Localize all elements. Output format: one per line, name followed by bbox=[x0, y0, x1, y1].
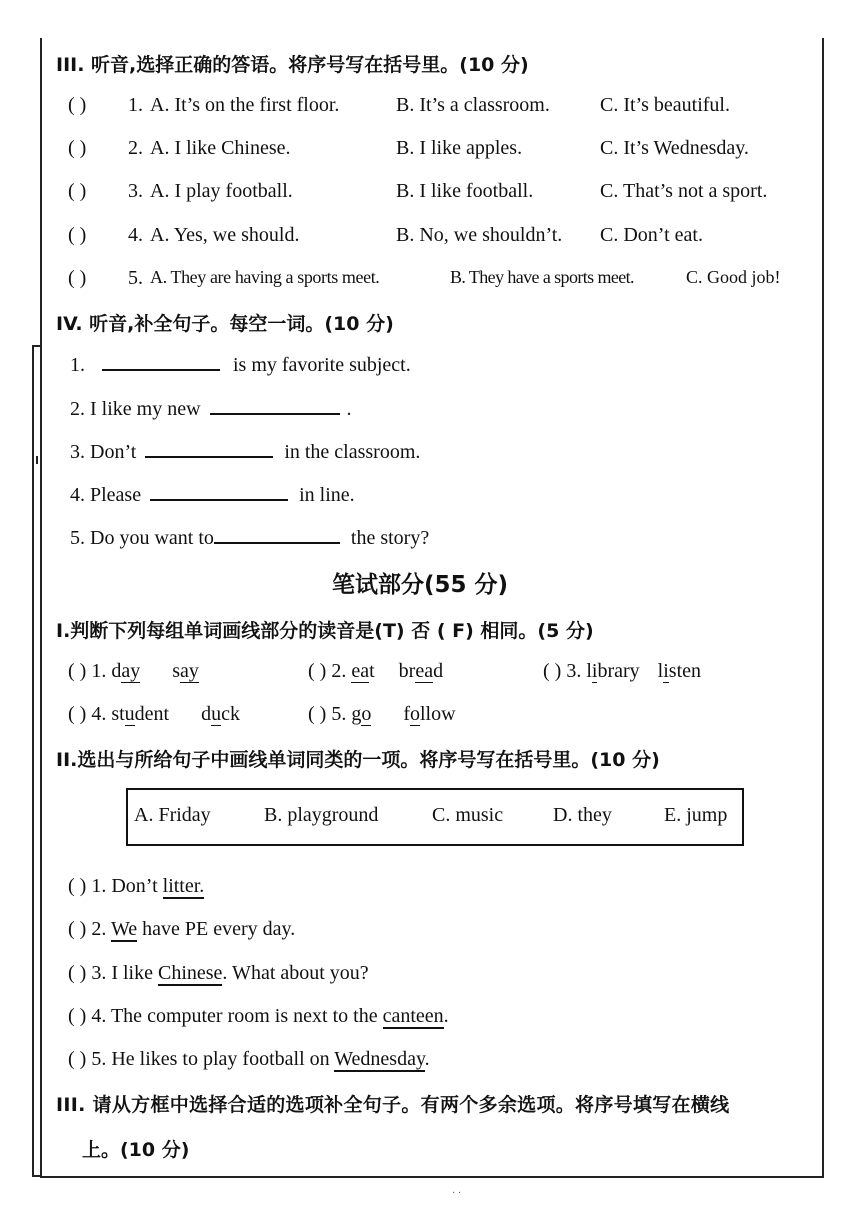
fill-sentence-5 bbox=[70, 527, 429, 550]
option-c: C. It’s beautiful. bbox=[600, 94, 730, 116]
answer-paren[interactable]: ( ) bbox=[68, 94, 87, 116]
fill-sentence-3 bbox=[70, 441, 420, 464]
w3-heading-line2: 上。(10 分) bbox=[82, 1139, 190, 1161]
w1-item-5 bbox=[308, 703, 456, 726]
option-c: C. Don’t eat. bbox=[600, 224, 703, 246]
word-1: library bbox=[586, 660, 640, 682]
word-2: say bbox=[172, 660, 199, 682]
option-b: B. I like apples. bbox=[396, 137, 523, 159]
answer-paren[interactable]: ( ) bbox=[68, 962, 87, 984]
word-bank-box bbox=[126, 788, 744, 846]
option-a: A. Yes, we should. bbox=[150, 224, 300, 246]
word-bank-option: A. Friday bbox=[134, 804, 211, 826]
answer-paren[interactable]: ( ) bbox=[68, 224, 87, 246]
answer-blank[interactable] bbox=[145, 455, 273, 458]
item-number: 4. bbox=[91, 703, 107, 725]
option-c: C. Good job! bbox=[686, 267, 781, 287]
word-2: duck bbox=[201, 703, 240, 725]
answer-blank[interactable] bbox=[102, 368, 220, 371]
option-c: C. That’s not a sport. bbox=[600, 180, 768, 202]
answer-paren[interactable]: ( ) bbox=[308, 660, 327, 682]
page-frame-right bbox=[822, 38, 824, 1176]
sentence-suffix: in the classroom. bbox=[284, 441, 421, 463]
w1-item-1 bbox=[68, 660, 199, 683]
word-2: listen bbox=[657, 660, 701, 682]
section3-heading: III. 听音,选择正确的答语。将序号写在括号里。(10 分) bbox=[56, 54, 529, 76]
w1-item-2 bbox=[308, 660, 443, 683]
w1-heading: I.判断下列每组单词画线部分的读音是(T) 否 ( F) 相同。(5 分) bbox=[56, 620, 594, 642]
answer-paren[interactable]: ( ) bbox=[68, 660, 87, 682]
w2-item-5: ( ) 5. He likes to play football on Wednesday. bbox=[68, 1048, 430, 1070]
sentence-suffix: the story? bbox=[350, 527, 430, 549]
item-number: 2. bbox=[128, 137, 143, 159]
scan-speck: · · bbox=[452, 1188, 462, 1199]
item-number: 3. bbox=[91, 962, 107, 984]
answer-paren[interactable]: ( ) bbox=[68, 1048, 87, 1070]
option-b: B. I like football. bbox=[396, 180, 534, 202]
word-2: bread bbox=[398, 660, 444, 682]
underlined-word: Chinese bbox=[157, 962, 223, 984]
w1-item-3 bbox=[543, 660, 701, 683]
answer-paren[interactable]: ( ) bbox=[68, 1005, 87, 1027]
sentence-prefix: 5. Do you want to bbox=[70, 527, 214, 549]
fill-sentence-4 bbox=[70, 484, 355, 507]
word-2: follow bbox=[403, 703, 456, 725]
answer-paren[interactable]: ( ) bbox=[68, 875, 87, 897]
item-number: 2. bbox=[331, 660, 347, 682]
option-b: B. They have a sports meet. bbox=[450, 267, 634, 287]
option-a: A. I like Chinese. bbox=[150, 137, 291, 159]
item-number: 3. bbox=[128, 180, 143, 202]
section4-heading: IV. 听音,补全句子。每空一词。(10 分) bbox=[56, 313, 394, 335]
item-number: 3. bbox=[566, 660, 582, 682]
item-number: 2. bbox=[91, 918, 107, 940]
w2-item-4: ( ) 4. The computer room is next to the canteen. bbox=[68, 1005, 449, 1027]
sentence-suffix: is my favorite subject. bbox=[233, 354, 411, 376]
word-bank-option: C. music bbox=[432, 804, 504, 826]
w3-heading-line1: III. 请从方框中选择合适的选项补全句子。有两个多余选项。将序号填写在横线 bbox=[56, 1094, 730, 1116]
option-b: B. No, we shouldn’t. bbox=[396, 224, 563, 246]
sentence-suffix: . bbox=[346, 398, 352, 420]
word-1: go bbox=[351, 703, 372, 725]
word-1: eat bbox=[351, 660, 375, 682]
sentence-prefix: 2. I like my new bbox=[70, 398, 201, 420]
option-c: C. It’s Wednesday. bbox=[600, 137, 749, 159]
item-number: 4. bbox=[128, 224, 143, 246]
underlined-word: We bbox=[110, 918, 138, 940]
w2-item-3: ( ) 3. I like Chinese. What about you? bbox=[68, 962, 369, 984]
word-bank-option: D. they bbox=[553, 804, 612, 826]
item-number: 5. bbox=[331, 703, 347, 725]
answer-paren[interactable]: ( ) bbox=[543, 660, 562, 682]
item-number: 1. bbox=[91, 875, 107, 897]
fill-sentence-1 bbox=[70, 354, 411, 377]
answer-blank[interactable] bbox=[150, 498, 288, 501]
sentence-prefix: 1. bbox=[70, 354, 85, 376]
item-number: 1. bbox=[91, 660, 107, 682]
w2-heading: II.选出与所给句子中画线单词同类的一项。将序号写在括号里。(10 分) bbox=[56, 749, 660, 771]
answer-blank[interactable] bbox=[210, 412, 340, 415]
item-number: 5. bbox=[91, 1048, 107, 1070]
item-number: 5. bbox=[128, 267, 143, 289]
w2-item-2: ( ) 2. We have PE every day. bbox=[68, 918, 296, 940]
underlined-word: litter. bbox=[162, 875, 205, 897]
sentence-prefix: 4. Please bbox=[70, 484, 142, 506]
sentence-prefix: 3. Don’t bbox=[70, 441, 137, 463]
written-part-title: 笔试部分(55 分) bbox=[332, 572, 509, 598]
w1-item-4 bbox=[68, 703, 240, 726]
word-bank-option: B. playground bbox=[264, 804, 379, 826]
w2-item-1: ( ) 1. Don’t litter. bbox=[68, 875, 205, 897]
answer-paren[interactable]: ( ) bbox=[68, 180, 87, 202]
word-1: day bbox=[111, 660, 141, 682]
underlined-word: canteen bbox=[382, 1005, 444, 1027]
word-1: student bbox=[111, 703, 170, 725]
answer-paren[interactable]: ( ) bbox=[68, 918, 87, 940]
binding-bracket-tick bbox=[36, 456, 44, 464]
option-b: B. It’s a classroom. bbox=[396, 94, 550, 116]
binding-bracket bbox=[32, 345, 42, 1177]
underlined-word: Wednesday bbox=[334, 1048, 425, 1070]
word-bank-option: E. jump bbox=[664, 804, 728, 826]
option-a: A. They are having a sports meet. bbox=[150, 267, 380, 287]
item-number: 1. bbox=[128, 94, 143, 116]
answer-paren[interactable]: ( ) bbox=[308, 703, 327, 725]
sentence-suffix: in line. bbox=[299, 484, 355, 506]
page-frame-bottom bbox=[40, 1176, 824, 1178]
option-a: A. I play football. bbox=[150, 180, 293, 202]
answer-paren[interactable]: ( ) bbox=[68, 703, 87, 725]
fill-sentence-2 bbox=[70, 398, 352, 421]
item-number: 4. bbox=[91, 1005, 107, 1027]
option-a: A. It’s on the first floor. bbox=[150, 94, 340, 116]
answer-paren[interactable]: ( ) bbox=[68, 267, 87, 289]
answer-blank[interactable] bbox=[214, 541, 340, 544]
answer-paren[interactable]: ( ) bbox=[68, 137, 87, 159]
